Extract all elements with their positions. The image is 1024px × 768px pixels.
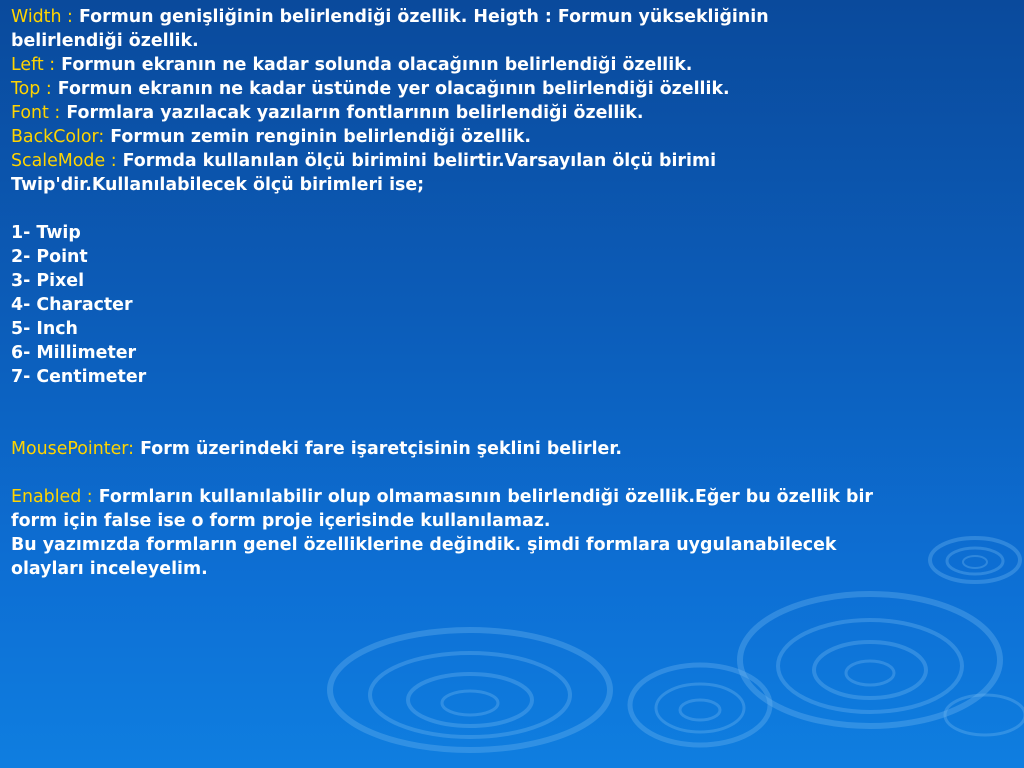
property-description: Formun ekranın ne kadar solunda olacağının belirlendiği özellik. bbox=[61, 55, 693, 75]
property-name: BackColor: bbox=[11, 127, 105, 147]
property-description: Formların kullanılabilir olup olmamasının belirlendiği özellik.Eğer bu özellik bir bbox=[98, 487, 873, 507]
property-name: Font : bbox=[11, 103, 61, 123]
property-name: Top : bbox=[11, 79, 52, 99]
property-name: MousePointer: bbox=[11, 439, 135, 459]
property-description: Formun ekranın ne kadar üstünde yer olacağının belirlendiği özellik. bbox=[57, 79, 730, 99]
width-property-continued: belirlendiği özellik. bbox=[11, 31, 199, 51]
property-description: Formun genişliğinin belirlendiği özellik. Heigth : Formun yüksekliğinin bbox=[78, 7, 769, 27]
top-property bbox=[11, 77, 1016, 101]
width-property bbox=[11, 5, 1016, 29]
property-name: ScaleMode : bbox=[11, 151, 117, 171]
slide-content bbox=[11, 5, 1016, 581]
enabled-property bbox=[11, 485, 1016, 509]
unit-list-item: 5- Inch bbox=[11, 319, 78, 339]
property-name: Enabled : bbox=[11, 487, 93, 507]
font-property bbox=[11, 101, 1016, 125]
property-description: Formlara yazılacak yazıların fontlarının belirlendiği özellik. bbox=[66, 103, 644, 123]
summary-line: Bu yazımızda formların genel özelliklerine değindik. şimdi formlara uygulanabilecek bbox=[11, 535, 837, 555]
unit-list-item: 3- Pixel bbox=[11, 271, 85, 291]
property-description: Formun zemin renginin belirlendiği özellik. bbox=[110, 127, 531, 147]
scalemode-property bbox=[11, 149, 1016, 173]
scalemode-property-continued: Twip'dir.Kullanılabilecek ölçü birimleri ise; bbox=[11, 175, 425, 195]
property-name: Left : bbox=[11, 55, 56, 75]
mousepointer-property bbox=[11, 437, 1016, 461]
left-property bbox=[11, 53, 1016, 77]
unit-list-item: 4- Character bbox=[11, 295, 133, 315]
unit-list-item: 6- Millimeter bbox=[11, 343, 137, 363]
property-name: Width : bbox=[11, 7, 73, 27]
enabled-property-continued: form için false ise o form proje içerisinde kullanılamaz. bbox=[11, 511, 551, 531]
unit-list-item: 2- Point bbox=[11, 247, 88, 267]
property-description: Form üzerindeki fare işaretçisinin şeklini belirler. bbox=[140, 439, 623, 459]
unit-list-item: 1- Twip bbox=[11, 223, 81, 243]
backcolor-property bbox=[11, 125, 1016, 149]
unit-list-item: 7- Centimeter bbox=[11, 367, 147, 387]
summary-line: olayları inceleyelim. bbox=[11, 559, 208, 579]
property-description: Formda kullanılan ölçü birimini belirtir.Varsayılan ölçü birimi bbox=[122, 151, 717, 171]
